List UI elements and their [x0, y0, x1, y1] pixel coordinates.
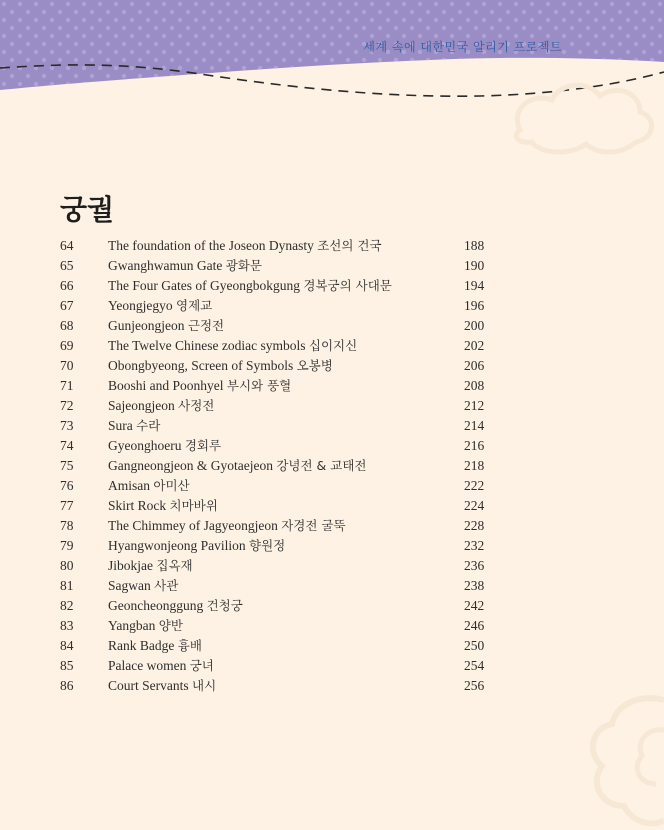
toc-entry-page: 232: [464, 538, 485, 553]
toc-entry-title: [108, 536, 285, 556]
toc-entry-number: 81: [60, 578, 74, 593]
toc-entry-page: 208: [464, 378, 485, 393]
toc-entry: [60, 536, 500, 556]
toc-entry-title: [108, 636, 202, 656]
toc-entry-title-english: Booshi and Poonhyel: [108, 378, 224, 393]
toc-entry-number: 75: [60, 458, 74, 473]
toc-entry: [60, 496, 500, 516]
toc-entry-number: 86: [60, 678, 74, 693]
toc-entry-number: 73: [60, 418, 74, 433]
toc-entry-title-english: Sajeongjeon: [108, 398, 175, 413]
toc-entry-number: 69: [60, 338, 74, 353]
toc-entry-page: 256: [464, 678, 485, 693]
toc-entry-title: [108, 396, 214, 416]
toc-entry: [60, 676, 500, 696]
toc-entry-number: 70: [60, 358, 74, 373]
toc-entry: [60, 616, 500, 636]
toc-entry-title-english: Gyeonghoeru: [108, 438, 182, 453]
toc-entry-title: [108, 356, 333, 376]
toc-entry: [60, 436, 500, 456]
toc-entry-number: 85: [60, 658, 74, 673]
toc-entry: [60, 316, 500, 336]
toc-entry-title: [108, 576, 178, 596]
toc-entry-title-english: Sagwan: [108, 578, 151, 593]
toc-entry-title: [108, 256, 262, 276]
toc-entry: [60, 416, 500, 436]
toc-entry-title-english: The Four Gates of Gyeongbokgung: [108, 278, 300, 293]
toc-entry-page: 222: [464, 478, 485, 493]
toc-entry-title-english: Court Servants: [108, 678, 189, 693]
toc-entry-title-korean: 조선의 건국: [317, 238, 382, 253]
toc-entry: [60, 556, 500, 576]
toc-entry-title-english: Obongbyeong, Screen of Symbols: [108, 358, 294, 373]
toc-entry-title-english: Amisan: [108, 478, 150, 493]
toc-entry-page: 212: [464, 398, 485, 413]
toc-entry: [60, 376, 500, 396]
toc-entry-title: [108, 276, 392, 296]
toc-entry-number: 74: [60, 438, 74, 453]
toc-entry-title-korean: 강녕전 & 교태전: [276, 458, 367, 473]
toc-entry-title-korean: 근정전: [187, 318, 225, 333]
toc-entry-title: [108, 496, 218, 516]
project-label: 세계 속에 대한민국 알리기 프로젝트: [363, 40, 562, 54]
toc-entry-page: 236: [464, 558, 485, 573]
toc-entry-title-korean: 건청궁: [206, 598, 243, 613]
toc-entry-title: [108, 376, 291, 396]
toc-entry-number: 72: [60, 398, 74, 413]
toc-entry-title-korean: 오봉병: [296, 358, 333, 373]
toc-entry-page: 188: [464, 238, 485, 253]
toc-entry-title: [108, 416, 160, 436]
toc-entry-title: [108, 336, 357, 356]
toc-entry: [60, 356, 500, 376]
toc-entry-page: 218: [464, 458, 485, 473]
table-of-contents: [60, 236, 500, 696]
toc-entry-page: 242: [464, 598, 485, 613]
toc-entry-number: 68: [60, 318, 74, 333]
toc-entry-title-korean: 사관: [154, 578, 179, 593]
toc-entry-title-english: Jibokjae: [108, 558, 153, 573]
toc-entry-number: 78: [60, 518, 74, 533]
toc-entry-number: 79: [60, 538, 74, 553]
toc-entry-title: [108, 556, 193, 576]
toc-entry-page: 238: [464, 578, 485, 593]
toc-entry-title-korean: 흉배: [177, 638, 202, 653]
toc-entry-title-korean: 자경전 굴뚝: [281, 518, 346, 533]
toc-entry-title-korean: 양반: [158, 618, 183, 633]
toc-entry-title-korean: 아미산: [153, 478, 190, 493]
toc-entry-title-korean: 내시: [192, 678, 217, 693]
toc-entry-title-korean: 치마바위: [169, 498, 218, 513]
toc-entry-number: 76: [60, 478, 74, 493]
toc-entry-title-korean: 십이지신: [308, 338, 358, 353]
toc-entry-title-english: Gangneongjeon & Gyotaejeon: [108, 458, 273, 473]
toc-entry-title-english: Palace women: [108, 658, 187, 673]
toc-entry: [60, 336, 500, 356]
toc-entry-page: 224: [464, 498, 485, 513]
toc-entry-title-english: Yangban: [108, 618, 156, 633]
toc-entry-page: 246: [464, 618, 485, 633]
toc-entry-title: [108, 616, 183, 636]
toc-entry: [60, 516, 500, 536]
toc-entry: [60, 656, 500, 676]
cloud-decoration-bottom: [580, 680, 664, 830]
toc-entry-page: 194: [464, 278, 485, 293]
toc-entry-title: [108, 476, 190, 496]
toc-entry-title-english: The Twelve Chinese zodiac symbols: [108, 338, 306, 353]
section-title: 궁궐: [60, 193, 115, 226]
toc-entry-number: 67: [60, 298, 74, 313]
toc-entry-title-korean: 집옥재: [156, 558, 193, 573]
toc-entry-title-korean: 경복궁의 사대문: [303, 278, 392, 293]
toc-entry-title-english: Yeongjegyo: [108, 298, 173, 313]
toc-entry-title-english: The Chimmey of Jagyeongjeon: [108, 518, 278, 533]
toc-entry: [60, 296, 500, 316]
toc-entry-title-korean: 영제교: [176, 298, 213, 313]
toc-entry-page: 214: [464, 418, 485, 433]
toc-entry-title-english: Skirt Rock: [108, 498, 167, 513]
toc-entry-number: 82: [60, 598, 74, 613]
toc-entry: [60, 236, 500, 256]
toc-entry-title-english: Gunjeongjeon: [108, 318, 185, 333]
toc-entry-title-english: Rank Badge: [108, 638, 175, 653]
toc-entry-page: 254: [464, 658, 485, 673]
toc-entry-number: 80: [60, 558, 74, 573]
toc-entry-title: [108, 296, 212, 316]
toc-entry: [60, 276, 500, 296]
toc-entry-title: [108, 456, 366, 476]
toc-entry-title-english: Sura: [108, 418, 133, 433]
toc-entry-page: 202: [464, 338, 485, 353]
toc-entry-page: 250: [464, 638, 485, 653]
toc-entry-title: [108, 656, 214, 676]
toc-entry-title-english: Gwanghwamun Gate: [108, 258, 223, 273]
toc-entry-title: [108, 516, 346, 536]
toc-entry-title: [108, 676, 216, 696]
toc-entry: [60, 456, 500, 476]
cloud-decoration-top: [500, 70, 664, 160]
toc-entry: [60, 636, 500, 656]
toc-entry-number: 71: [60, 378, 74, 393]
toc-entry-page: 200: [464, 318, 485, 333]
toc-entry-title-korean: 궁녀: [189, 658, 214, 673]
toc-entry-page: 216: [464, 438, 485, 453]
toc-entry-number: 66: [60, 278, 74, 293]
toc-entry-number: 83: [60, 618, 74, 633]
toc-entry-title-korean: 사정전: [178, 398, 215, 413]
toc-entry-title-korean: 경회루: [184, 438, 222, 453]
toc-entry-page: 206: [464, 358, 485, 373]
toc-entry-title-english: Geoncheonggung: [108, 598, 204, 613]
toc-entry: [60, 256, 500, 276]
toc-entry-number: 65: [60, 258, 74, 273]
toc-entry-title-english: The foundation of the Joseon Dynasty: [108, 238, 314, 253]
toc-entry-number: 77: [60, 498, 74, 513]
toc-entry-title-korean: 부시와 풍혈: [226, 378, 292, 393]
toc-entry-number: 64: [60, 238, 74, 253]
toc-entry-title: [108, 436, 221, 456]
toc-entry-title: [108, 316, 224, 336]
toc-entry-title-korean: 향원정: [249, 538, 286, 553]
toc-entry-title-korean: 광화문: [225, 258, 262, 273]
toc-entry: [60, 476, 500, 496]
toc-entry-title: [108, 596, 243, 616]
toc-entry-page: 196: [464, 298, 485, 313]
toc-entry: [60, 596, 500, 616]
toc-entry: [60, 576, 500, 596]
toc-entry-title: [108, 236, 382, 256]
toc-entry: [60, 396, 500, 416]
toc-entry-page: 190: [464, 258, 485, 273]
toc-entry-title-korean: 수라: [136, 418, 161, 433]
toc-entry-title-english: Hyangwonjeong Pavilion: [108, 538, 246, 553]
toc-entry-number: 84: [60, 638, 74, 653]
toc-entry-page: 228: [464, 518, 485, 533]
